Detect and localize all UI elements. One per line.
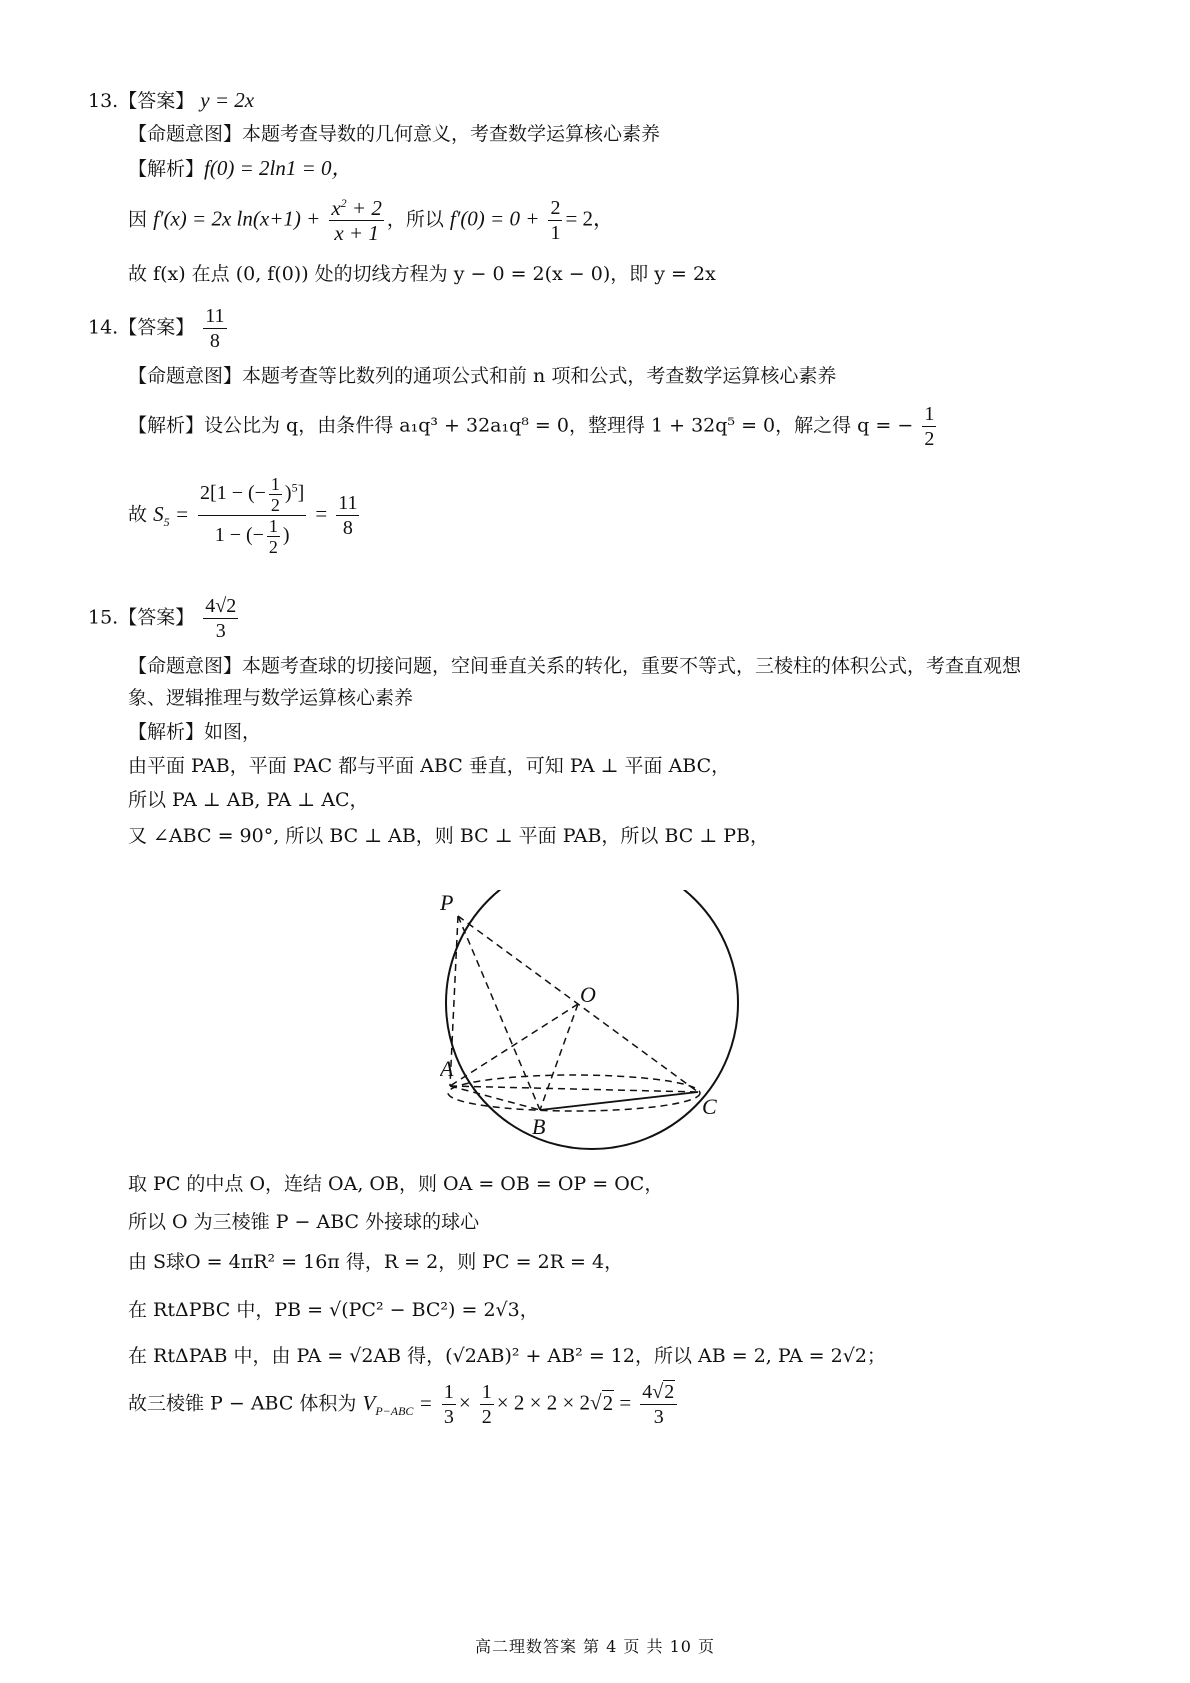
q13-fraction-2-1: $\frac{2}{1}$ [550,197,561,244]
q13-line2-prefix: 因 [128,208,148,231]
q15-intent-line2 [128,686,413,710]
q15-analysis-line7 [128,1298,539,1322]
q13-analysis-1: f(0) = 2ln1 = 0， [204,156,353,180]
q13-intent-line [128,122,660,146]
q15-line6: 由 S球O = 4πR² = 16π 得，R = 2，则 PC = 2R = 4， [128,1251,624,1273]
q14-answer-num: 11 [205,305,225,327]
q14-analysis-1: 设公比为 q，由条件得 a₁q³ + 32a₁q⁸ = 0，整理得 1 + 32q⁵ = 0，解之得 q = − [204,414,914,437]
q15-analysis-line1 [128,754,730,778]
q13-analysis-3: 故 f(x) 在点 (0, f(0)) 处的切线方程为 y − 0 = 2(x − 0)，即 y = 2x [128,263,716,285]
q15-analysis-line3 [128,824,769,848]
q13-number: 13. [88,90,119,112]
sphere-pyramid-figure [440,890,760,1150]
q15-answer-den: 3 [215,620,226,642]
q14-analysis-line1 [128,402,939,451]
q15-line2: 所以 PA ⊥ AB, PA ⊥ AC， [128,789,369,811]
q13-intent: 本题考查导数的几何意义，考查数学运算核心素养 [242,123,661,145]
q15-analysis-line6 [128,1250,623,1274]
q14-sum-result: $\frac{11}{8}$ [338,492,358,539]
q13-intent-tag: 【命题意图】 [128,123,243,145]
edge-bc [540,1092,698,1110]
q15-answer-fraction [203,594,238,643]
q15-line5: 所以 O 为三棱锥 P − ABC 外接球的球心 [128,1211,480,1233]
q14-line2-prefix: 故 [128,503,148,526]
q13-analysis-line2: 因 f′(x) = 2x ln(x+1) + $\frac{x^2 + 2}{x + 1}$ ，所以 f′(0) = 0 + $\frac{2}{1}$ = 2， [128,196,615,245]
q15-line4: 取 PC 的中点 O，连结 OA, OB，则 OA = OB = OP = OC， [128,1173,664,1195]
q14-answer-line [88,304,230,353]
q15-line8: 在 RtΔPAB 中，由 PA = √2AB 得，(√2AB)² + AB² = 12，所以 AB = 2, PA = 2√2； [128,1345,886,1367]
q15-analysis-line2 [128,788,368,812]
q13-answer-tag: 【答案】 [118,90,195,112]
q15-analysis-tag: 【解析】 [128,721,205,743]
q15-line7: 在 RtΔPBC 中，PB = √(PC² − BC²) = 2√3， [128,1299,539,1321]
q14-q-fraction: $\frac{1}{2}$ [924,403,935,450]
label-c: C [702,1094,717,1119]
q14-analysis-tag: 【解析】 [128,414,205,437]
q14-number: 14. [88,316,119,339]
q15-analysis-0: 如图， [204,721,262,743]
q15-intent-2: 象、逻辑推理与数学运算核心素养 [128,687,414,709]
q15-answer-tag: 【答案】 [118,606,195,629]
q14-answer-fraction [203,304,226,353]
q13-derivative-expr: f′(x) = 2x ln(x+1) + [153,206,321,231]
q13-derivative-at-zero: f′(0) = 0 + [449,206,540,231]
q15-line9-prefix: 故三棱锥 P − ABC 体积为 [128,1392,357,1415]
q14-sum-fraction: 2[1 − (− $\frac{1}{2}$ )$^5$] 1 − (− $\frac{1}{2}$ ) [200,474,305,557]
q15-volume-result: $\frac{4√2}{3}$ [640,1380,677,1429]
pyramid-edges [450,916,698,1110]
q15-line3: 又 ∠ABC = 90°, 所以 BC ⊥ AB，则 BC ⊥ 平面 PAB，所以 BC ⊥ PB， [128,825,770,847]
q15-analysis-start [128,720,261,744]
q15-analysis-line5 [128,1210,479,1234]
edge-oa [450,1004,578,1086]
q15-frac-1-2: $\frac{1}{2}$ [481,1381,492,1428]
page-footer: 高二理数答案 第 4 页 共 10 页 [474,1637,716,1656]
q15-analysis-line8 [128,1344,886,1368]
q13-derivative-fraction: $\frac{x^2 + 2}{x + 1}$ [331,196,382,245]
q14-intent-line [128,364,836,388]
q13-analysis-line1 [128,156,353,181]
q15-number: 15. [88,606,119,629]
label-a: A [440,1056,454,1081]
q15-analysis-line9: 故三棱锥 P − ABC 体积为 $V_{P-ABC}$ = $\frac{1}{3}$ × $\frac{1}{2}$ × 2 × 2 × 2√2 = $\frac{4√2}{3}$ [128,1380,680,1429]
q15-answer-num: 4√2 [205,595,237,617]
q14-analysis-line2: 故 $S_5$ = 2[1 − (− $\frac{1}{2}$ )$^5$] 1 − (− $\frac{1}{2}$ ) = $\frac{11}{8}$ [128,474,358,557]
q14-intent: 本题考查等比数列的通项公式和前 n 项和公式，考查数学运算核心素养 [242,365,837,387]
label-p: P [440,890,454,915]
q14-answer-den: 8 [209,330,220,352]
q13-answer: y = 2x [200,88,255,112]
q15-volume-symbol: $V_{P-ABC}$ = [362,1390,433,1418]
q13-answer-line [88,88,254,113]
label-o: O [580,982,596,1007]
label-b: B [532,1114,546,1139]
q15-intent-tag: 【命题意图】 [128,655,243,677]
q14-intent-tag: 【命题意图】 [128,365,243,387]
edge-ob [540,1004,578,1110]
edge-pb [458,916,540,1110]
q15-line1: 由平面 PAB，平面 PAC 都与平面 ABC 垂直，可知 PA ⊥ 平面 ABC， [128,755,731,777]
q15-frac-1-3: $\frac{1}{3}$ [443,1381,454,1428]
q13-line2-mid: ，所以 [386,208,444,231]
q13-analysis-line3 [128,262,716,286]
q15-intent-1: 本题考查球的切接问题，空间垂直关系的转化，重要不等式，三棱柱的体积公式，考查直观想 [242,655,1022,677]
q14-answer-tag: 【答案】 [118,316,195,339]
q15-answer-line [88,594,241,643]
q15-analysis-line4 [128,1172,663,1196]
edge-ac [450,1086,698,1092]
q13-analysis-tag: 【解析】 [128,158,205,180]
q15-intent-line1 [128,654,1021,678]
